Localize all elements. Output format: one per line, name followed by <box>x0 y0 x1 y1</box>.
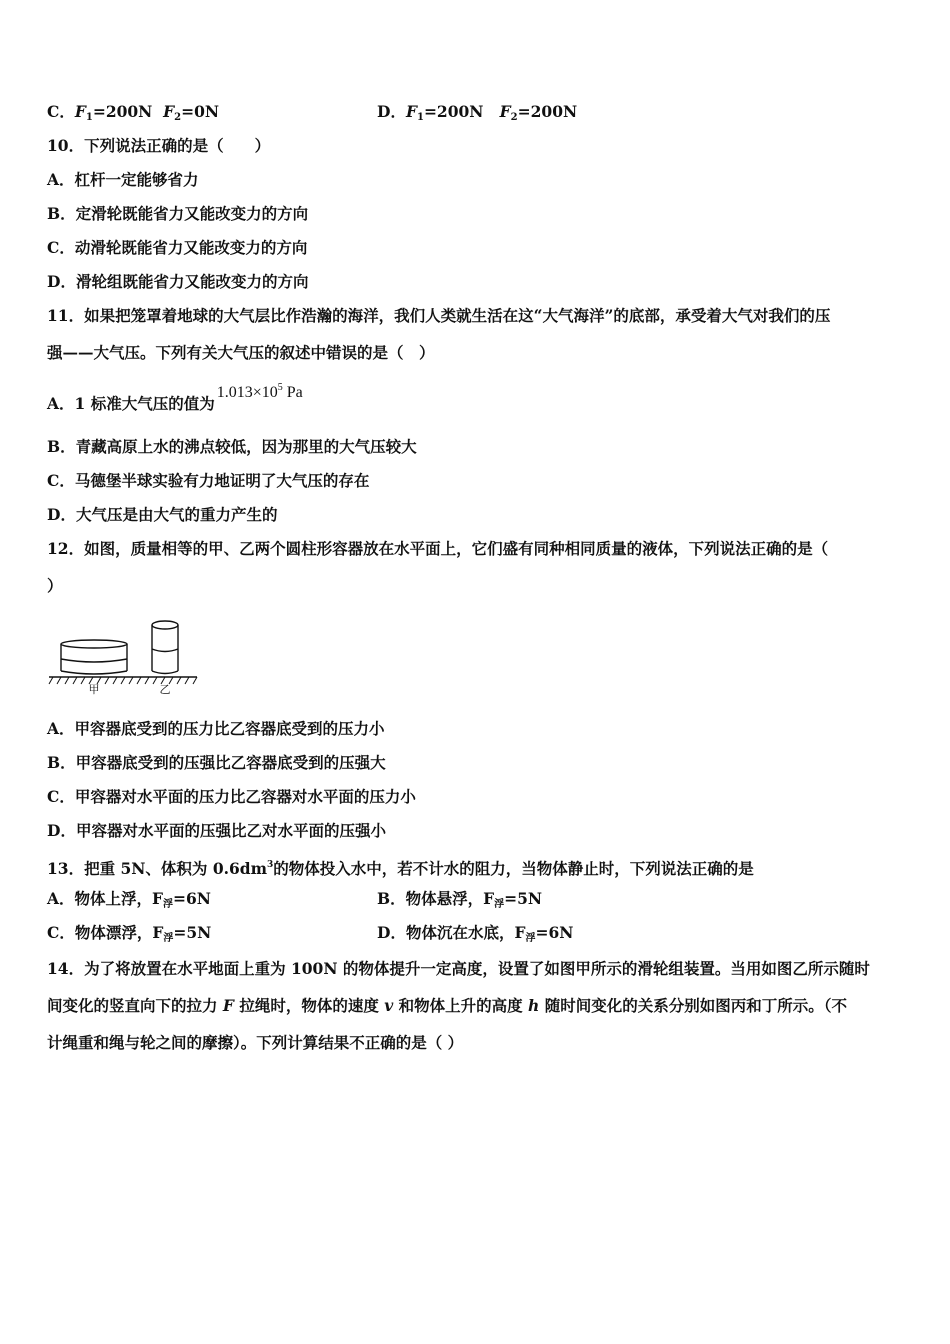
q12-containers-figure <box>45 616 205 696</box>
q13-option-c: C．物体漂浮，$F_浮=5N$ <box>47 923 212 944</box>
q14-stem-line2: 间变化的竖直向下的拉力 F 拉绳时，物体的速度 v 和物体上升的高度 h 随时间变化的关系分别如图丙和丁所示。（不 <box>47 996 847 1015</box>
q10-stem: 10．下列说法正确的是（ ） <box>47 136 271 155</box>
q13-option-b: B．物体悬浮，$F_浮=5N$ <box>377 889 543 910</box>
q14-stem-line3: 计绳重和绳与轮之间的摩擦）。下列计算结果不正确的是（ ） <box>47 1033 464 1052</box>
q12-option-a: A．甲容器底受到的压力比乙容器底受到的压力小 <box>47 719 385 738</box>
q11-option-b: B．青藏高原上水的沸点较低，因为那里的大气压较大 <box>47 437 417 456</box>
q14-stem-line1: 14．为了将放置在水平地面上重为 100N 的物体提升一定高度，设置了如图甲所示的滑轮组装置。当用如图乙所示随时 <box>47 959 870 978</box>
q12-label-yi: 乙 <box>159 683 171 696</box>
q11-option-d: D．大气压是由大气的重力产生的 <box>47 505 278 524</box>
q13-option-a: A．物体上浮，$F_浮=6N$ <box>47 889 211 910</box>
q9-option-c: C．$F_1=200N$ $F_2=0N$ <box>47 102 220 123</box>
q10-option-d: D．滑轮组既能省力又能改变力的方向 <box>47 272 309 291</box>
q12-stem-line2: ） <box>47 576 63 595</box>
q11-atm-value: $1.013\times 10^5$ Pa <box>216 382 303 401</box>
q12-option-d: D．甲容器对水平面的压强比乙对水平面的压强小 <box>47 821 386 840</box>
q12-stem-line1: 12．如图，质量相等的甲、乙两个圆柱形容器放在水平面上，它们盛有同种相同质量的液体，下列说法正确的是（ <box>47 539 829 558</box>
q12-label-jia: 甲 <box>88 683 100 696</box>
q11-option-c: C．马德堡半球实验有力地证明了大气压的存在 <box>47 471 370 490</box>
q13-option-d: D．物体沉在水底，$F_浮=6N$ <box>377 923 574 944</box>
q11-option-a: A．1 标准大气压的值为$1.013\times 10^5$ Pa <box>47 382 303 413</box>
q11-stem-line2: 强——大气压。下列有关大气压的叙述中错误的是（ ） <box>47 343 435 362</box>
q12-option-b: B．甲容器底受到的压强比乙容器底受到的压强大 <box>47 753 386 772</box>
q10-option-a: A．杠杆一定能够省力 <box>47 170 199 189</box>
q11-stem-line1: 11．如果把笼罩着地球的大气层比作浩瀚的海洋，我们人类就生活在这“大气海洋”的底部，承受着大气对我们的压 <box>47 306 831 325</box>
q9-options-row <box>47 102 219 128</box>
q10-option-c: C．动滑轮既能省力又能改变力的方向 <box>47 238 308 257</box>
q9-option-d: D．$F_1=200N$ $F_2=200N$ <box>377 102 578 123</box>
q12-option-c: C．甲容器对水平面的压力比乙容器对水平面的压力小 <box>47 787 416 806</box>
q13-stem: 13．把重 5N、体积为 $0.6dm^3$的物体投入水中，若不计水的阻力，当物体静止时，下列说法正确的是 <box>47 859 754 878</box>
q10-option-b: B．定滑轮既能省力又能改变力的方向 <box>47 204 309 223</box>
